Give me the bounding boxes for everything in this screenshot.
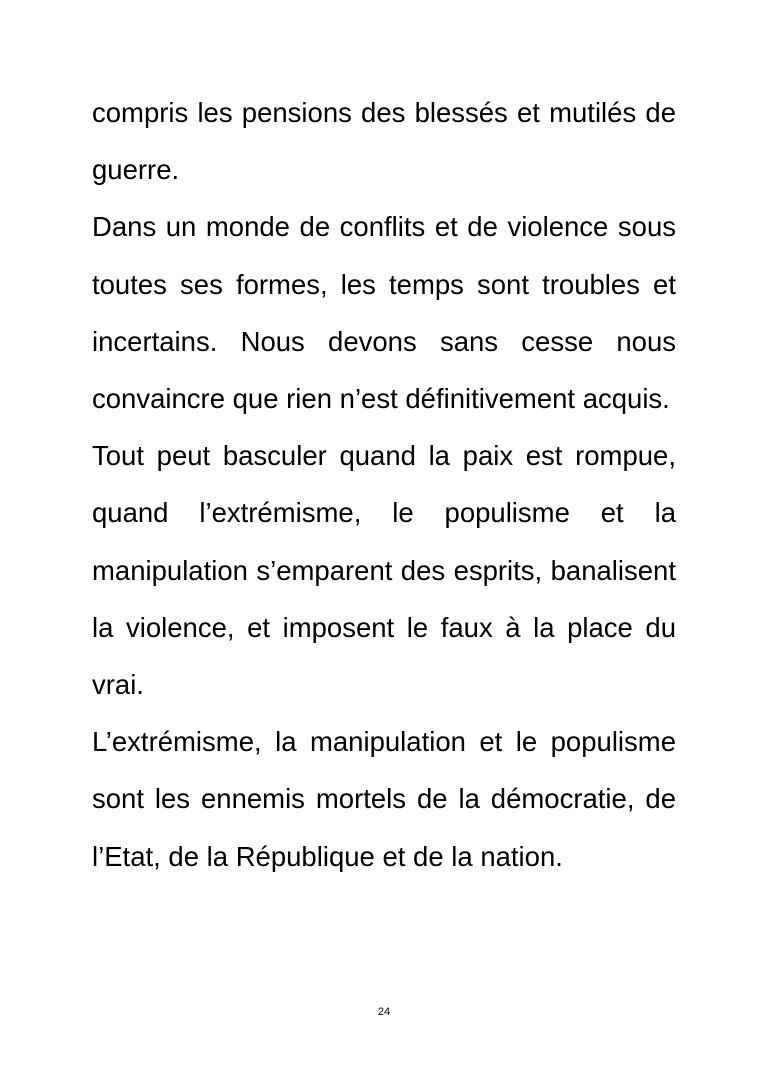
- page-number: 24: [377, 1006, 391, 1018]
- paragraph-2: Dans un monde de conflits et de violence sous toutes ses formes, les temps sont troubles et incertains. Nous devons sans cesse nous convaincre que rien n’est définitivement acquis.: [92, 211, 676, 415]
- body-text: [92, 84, 676, 885]
- paragraph-3: Tout peut basculer quand la paix est rompue, quand l’extrémisme, le populisme et la manipulation s’emparent des esprits, banalisent la violence, et imposent le faux à la place du vrai.: [92, 440, 676, 701]
- paragraph-1: compris les pensions des blessés et mutilés de guerre.: [92, 97, 676, 186]
- paragraph-4: L’extrémisme, la manipulation et le populisme sont les ennemis mortels de la démocratie, de l’Etat, de la République et de la nation.: [92, 726, 676, 872]
